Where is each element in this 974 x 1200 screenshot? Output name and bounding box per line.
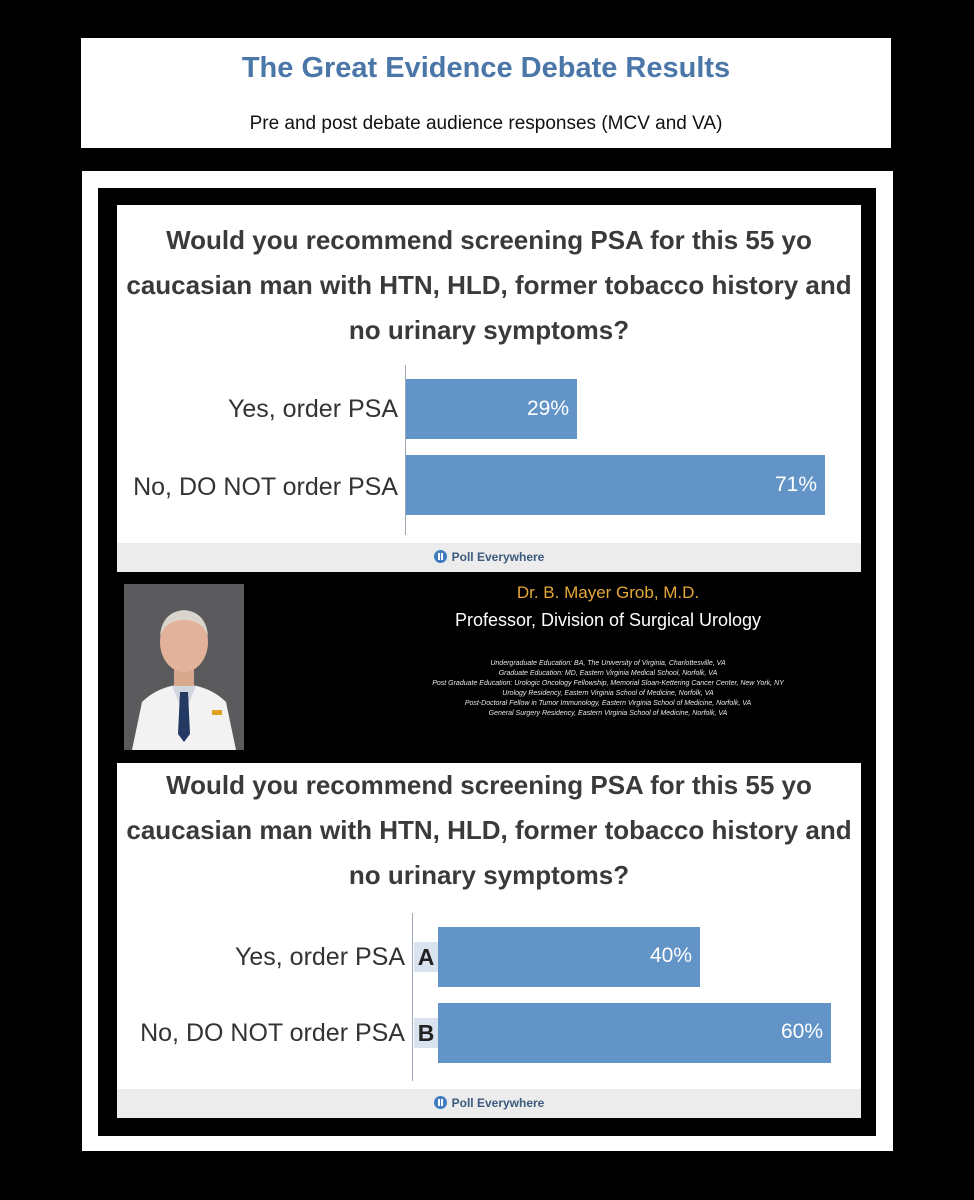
speaker-name: Dr. B. Mayer Grob, M.D. (516, 583, 700, 602)
poll-footer (117, 1089, 861, 1118)
education-line: Undergraduate Education: BA, The University of Virginia, Charlottesville, VA (490, 660, 726, 667)
poll-everywhere-icon (434, 550, 447, 563)
education-line: Urology Residency, Eastern Virginia School of Medicine, Norfolk, VA (502, 690, 714, 697)
option-letter-b: B (414, 1018, 438, 1048)
bar-value-no: 71% (774, 473, 817, 496)
education-line: Post-Doctoral Fellow in Tumor Immunology, Eastern Virginia School of Medicine, Norfolk, VA (464, 700, 752, 707)
bar-value-yes: 40% (649, 944, 692, 967)
poll-axis (412, 913, 413, 1081)
bar-label-yes: Yes, order PSA (227, 395, 398, 423)
poll-footer-brand: Poll Everywhere (451, 550, 545, 564)
speaker-photo (124, 584, 244, 750)
bar-label-no: No, DO NOT order PSA (133, 473, 398, 501)
speaker-education (361, 659, 855, 719)
page-subtitle: Pre and post debate audience responses (MCV and VA) (249, 113, 723, 134)
header-card (81, 38, 891, 148)
poll-footer-brand: Poll Everywhere (451, 1096, 545, 1110)
page-title: The Great Evidence Debate Results (241, 52, 731, 84)
bar-value-yes: 29% (526, 397, 569, 420)
poll-panel-post (117, 763, 861, 1118)
option-letter-a: A (414, 942, 438, 972)
bar-value-no: 60% (780, 1020, 823, 1043)
poll-question: Would you recommend screening PSA for this 55 yo caucasian man with HTN, HLD, former tobacco history and no urinary symptoms? (126, 770, 852, 890)
bar-label-yes: Yes, order PSA (234, 943, 405, 971)
poll-panel-pre (117, 205, 861, 572)
education-line: Post Graduate Education: Urologic Oncology Fellowship, Memorial Sloan-Kettering Cancer Center, New York, NY (432, 680, 784, 687)
poll-footer (117, 543, 861, 572)
poll-everywhere-icon (434, 1096, 447, 1109)
speaker-portrait-icon (124, 584, 244, 750)
bar-label-no: No, DO NOT order PSA (140, 1019, 405, 1047)
poll-question: Would you recommend screening PSA for this 55 yo caucasian man with HTN, HLD, former tobacco history and no urinary symptoms? (126, 225, 852, 345)
education-line: Graduate Education: MD, Eastern Virginia Medical School, Norfolk, VA (498, 670, 718, 677)
education-line: General Surgery Residency, Eastern Virginia School of Medicine, Norfolk, VA (488, 710, 728, 717)
speaker-title: Professor, Division of Surgical Urology (454, 610, 762, 630)
